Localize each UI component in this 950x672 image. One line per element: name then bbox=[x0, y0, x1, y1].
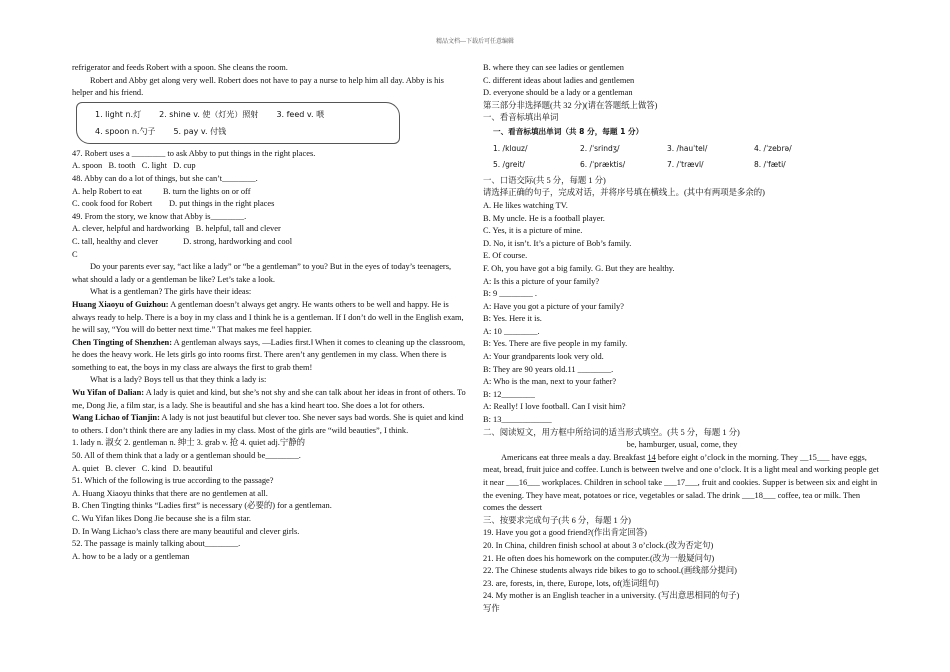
paragraph: What is a lady? Boys tell us that they think a lady is: bbox=[90, 375, 267, 385]
phonetic-item: 5. /greit/ bbox=[493, 160, 525, 170]
left-column bbox=[72, 62, 466, 563]
option: F. Oh, you have got a big family. G. But they are healthy. bbox=[483, 263, 675, 273]
option: B. where they can see ladies or gentlemen bbox=[483, 63, 624, 72]
paragraph bbox=[72, 299, 466, 337]
section-title: 三、按要求完成句子(共 6 分，每题 1 分) bbox=[483, 515, 631, 525]
right-column bbox=[483, 62, 881, 616]
option: E. Of course. bbox=[483, 251, 528, 261]
dialogue-line: A: Is this a picture of your family? bbox=[483, 276, 600, 286]
task: 21. He often does his homework on the computer.(改为一般疑问句) bbox=[483, 553, 715, 563]
task: 24. My mother is an English teacher in a university. (写出意思相同的句子) bbox=[483, 591, 740, 601]
part-title: 第三部分非选择题(共 32 分)(请在答题纸上做答) bbox=[483, 100, 658, 110]
passage-text: Americans eat three meals a day. Breakfast bbox=[501, 452, 648, 462]
option: B. Chen Tingting thinks “Ladies first” is necessary (必要的) for a gentleman. bbox=[72, 501, 332, 511]
paragraph bbox=[72, 337, 466, 375]
option: C. different ideas about ladies and gentlemen bbox=[483, 75, 635, 85]
dialogue-line: B: 13____________ bbox=[483, 415, 552, 425]
phonetic-item: 2. /ˈsrindʒ/ bbox=[580, 143, 620, 153]
section-title: 一、看音标填出单词 bbox=[483, 113, 559, 123]
option: A. He likes watching TV. bbox=[483, 200, 568, 210]
phonetic-item: 8. /ˈfæti/ bbox=[754, 160, 786, 170]
dialogue-line: A: 10 ________. bbox=[483, 326, 540, 336]
speaker-text: A gentleman always says, —Ladies first.‖ When it comes to cleaning up the classroom, he does the heavy work. He lets girls go into rooms first. There aren’t any gentlemen in my class. When there is something to eat, the boys in my class are always the first to grab them! bbox=[72, 337, 466, 372]
option: A. Huang Xiaoyu thinks that there are no gentlemen at all. bbox=[72, 488, 268, 498]
option: C. Yes, it is a picture of mine. bbox=[483, 226, 583, 236]
word-bank: be, hamburger, usual, come, they bbox=[626, 440, 738, 450]
question-50: 50. All of them think that a lady or a gentleman should be________. bbox=[72, 451, 301, 461]
phonetic-box bbox=[493, 126, 881, 172]
phonetic-item: 4. /ˈzebrə/ bbox=[754, 143, 792, 153]
dialogue-line: B: 9 ________ . bbox=[483, 289, 537, 299]
speaker-text: A lady is not just beautiful but clever too. She never says bad words. She is quiet and kind to others. I don’t think there are any ladies in my class. Most of the girls are “wild beauties”, I think. bbox=[72, 413, 464, 435]
dialogue-line: A: Who is the man, next to your father? bbox=[483, 377, 617, 387]
speaker-name: Huang Xiaoyu of Guizhou: bbox=[72, 299, 169, 309]
paragraph: Do your parents ever say, “act like a lady” or “be a gentleman” to you? But in the eyes of today’s teenagers, what should a lady or a gentleman be like? Let’s take a look. bbox=[72, 262, 452, 284]
dialogue-line: B: They are 90 years old.11 ________. bbox=[483, 364, 614, 374]
option: A. how to be a lady or a gentleman bbox=[72, 551, 190, 561]
blank-14: 14 bbox=[647, 452, 656, 462]
dialogue-line: B: 12________ bbox=[483, 389, 535, 399]
option: C. Wu Yifan likes Dong Jie because she is a film star. bbox=[72, 514, 251, 523]
paragraph bbox=[72, 412, 466, 437]
vocabulary-box bbox=[76, 102, 400, 144]
speaker-name: Wang Lichao of Tianjin: bbox=[72, 413, 160, 423]
dialogue-line: B: Yes. Here it is. bbox=[483, 314, 542, 324]
question-48-options: A. help Robert to eat B. turn the lights on or off bbox=[72, 186, 251, 196]
question-49-options: A. clever, helpful and hardworking B. helpful, tall and clever bbox=[72, 224, 281, 234]
section-label: C bbox=[72, 249, 78, 259]
speaker-text: A lady is quiet and kind, but she’s not shy and she can talk about her ideas in front of others. To me, Dong Jie, a film star, is a lady. She is beautiful and she has a kind heart too. She does a lot for others. bbox=[72, 388, 466, 410]
task: 22. The Chinese students always ride bikes to go to school.(画线部分提问) bbox=[483, 566, 737, 576]
option: D. No, it isn’t. It’s a picture of Bob’s family. bbox=[483, 238, 632, 248]
paragraph: refrigerator and feeds Robert with a spoon. She cleans the room. bbox=[72, 63, 288, 72]
question-51: 51. Which of the following is true according to the passage? bbox=[72, 476, 274, 486]
page-header: 精品文档---下载后可任意编辑 bbox=[436, 39, 514, 45]
dialogue-line: A: Your grandparents look very old. bbox=[483, 352, 604, 362]
speaker-text: A gentleman doesn’t always get angry. He wants others to be well and happy. He is always ready to help. There is a boy in my class and I think he is a gentleman. If I don’t do well in the English exam, he will say, “You will do better next time.” That makes me feel happier. bbox=[72, 299, 464, 335]
dialogue-line: B: Yes. There are five people in my family. bbox=[483, 339, 628, 349]
paragraph: Robert and Abby get along very well. Robert does not have to pay a nurse to help him all day. Abby is his helper and his friend. bbox=[72, 75, 444, 98]
question-49: 49. From the story, we know that Abby is________. bbox=[72, 211, 247, 221]
passage-text: before eight o’clock in the morning. They __15___ have eggs, meat, bread, fruit juice and coffee. Lunch is between twelve and one o’clock. It is a light meal and working people get it near ___16___ workplaces. Children in school take ___17___, fruit and cookies. Supper is between six and eight in the evening. They have meat, potatoes or rice, vegetables or salad. The drink ___18___ coffee, tea or milk. Then comes the dessert bbox=[483, 452, 879, 513]
vocab-item: 4. spoon n.勺子 bbox=[95, 126, 156, 136]
section-title: 一、口语交际(共 5 分，每题 1 分) bbox=[483, 175, 606, 185]
task: 20. In China, children finish school at about 3 o’clock.(改为否定句) bbox=[483, 540, 714, 550]
question-48: 48. Abby can do a lot of things, but she can’t________. bbox=[72, 173, 258, 183]
paragraph bbox=[72, 387, 466, 412]
vocab-notes: 1. lady n. 淑女 2. gentleman n. 绅士 3. grab v. 抢 4. quiet adj.宁静的 bbox=[72, 438, 305, 448]
dialogue-line: A: Really! I love football. Can I visit him? bbox=[483, 402, 626, 412]
option: D. everyone should be a lady or a gentleman bbox=[483, 88, 633, 98]
speaker-name: Chen Tingting of Shenzhen: bbox=[72, 337, 172, 347]
question-47: 47. Robert uses a ________ to ask Abby to put things in the right places. bbox=[72, 148, 316, 158]
dialogue-line: A: Have you got a picture of your family? bbox=[483, 301, 624, 311]
question-47-options: A. spoon B. tooth C. light D. cup bbox=[72, 161, 196, 171]
section-title: 写作 bbox=[483, 603, 500, 613]
option: D. In Wang Lichao’s class there are many beautiful and clever girls. bbox=[72, 526, 300, 536]
paragraph: What is a gentleman? The girls have their ideas: bbox=[90, 287, 252, 297]
vocab-item: 2. shine v. 使（灯光）照射 bbox=[159, 109, 259, 119]
vocab-item: 1. light n.灯 bbox=[95, 109, 142, 119]
speaker-name: Wu Yifan of Dalian: bbox=[72, 388, 145, 398]
phonetic-item: 7. /ˈtrævl/ bbox=[667, 160, 704, 170]
vocab-item: 3. feed v. 喂 bbox=[276, 109, 325, 119]
phonetic-item: 6. /ˈpræktis/ bbox=[580, 160, 626, 170]
option: B. My uncle. He is a football player. bbox=[483, 213, 605, 223]
instruction: 请选择正确的句子，完成对话，并将序号填在横线上。(其中有两项是多余的) bbox=[483, 188, 765, 198]
section-title: 二、阅读短文，用方框中所给词的适当形式填空。(共 5 分，每题 1 分) bbox=[483, 427, 740, 437]
question-48-options: C. cook food for Robert D. put things in the right places bbox=[72, 199, 275, 209]
phonetic-item: 3. /hauˈtel/ bbox=[667, 143, 708, 153]
phonetic-box-title: 一、看音标填出单词（共 8 分，每题 1 分） bbox=[493, 126, 644, 136]
question-49-options: C. tall, healthy and clever D. strong, hardworking and cool bbox=[72, 236, 293, 246]
phonetic-item: 1. /klɑuz/ bbox=[493, 143, 528, 153]
task: 23. are, forests, in, there, Europe, lots, of(连词组句) bbox=[483, 578, 659, 588]
reading-passage bbox=[483, 452, 881, 515]
task: 19. Have you got a good friend?(作出肯定回答) bbox=[483, 528, 647, 538]
question-50-options: A. quiet B. clever C. kind D. beautiful bbox=[72, 463, 213, 473]
question-52: 52. The passage is mainly talking about________. bbox=[72, 539, 241, 549]
vocab-item: 5. pay v. 付钱 bbox=[173, 126, 227, 136]
